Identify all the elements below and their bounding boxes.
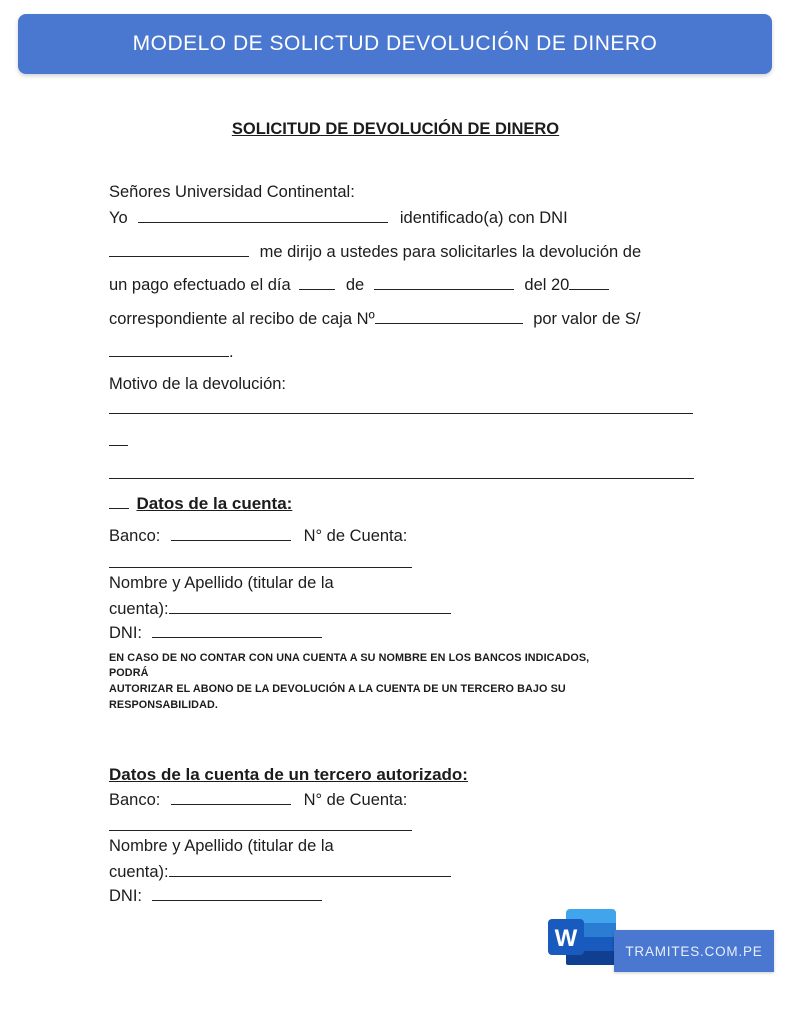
motivo-line-2: [109, 445, 128, 446]
page-banner: [18, 14, 772, 74]
document-title: SOLICITUD DE DEVOLUCIÓN DE DINERO: [231, 120, 560, 138]
cuenta-heading-row: [109, 492, 292, 514]
tercero-dni-blank: [152, 885, 322, 901]
receipt-blank: [375, 308, 523, 324]
brand-badge: [614, 930, 774, 972]
motivo-line-3: [109, 478, 694, 479]
amount-period: .: [229, 343, 234, 361]
valor-label: por valor de S/: [533, 310, 641, 328]
line-dirijo: [109, 241, 641, 262]
recibo-label: correspondiente al recibo de caja Nº: [109, 310, 375, 328]
tercero-nombre-row: [109, 861, 451, 882]
tercero-ncuenta-label: N° de Cuenta:: [303, 791, 408, 809]
salutation: Señores Universidad Continental:: [109, 183, 355, 201]
tercero-dni-label: DNI:: [109, 887, 142, 905]
name-blank: [138, 207, 388, 223]
identificado-label: identificado(a) con DNI: [399, 209, 568, 227]
motivo-label: Motivo de la devolución:: [109, 375, 287, 393]
pago-label: un pago efectuado el día: [109, 276, 291, 294]
amount-blank: [109, 341, 229, 357]
notice-line-4: RESPONSABILIDAD.: [109, 699, 218, 711]
banner-title: MODELO DE SOLICTUD DEVOLUCIÓN DE DINERO: [132, 32, 658, 55]
tercero-nombre-label-1: Nombre y Apellido (titular de la: [109, 837, 334, 855]
de-label: de: [345, 276, 365, 294]
cuenta-banco-row: [109, 525, 407, 546]
cuenta-heading-blank: [109, 492, 129, 509]
ncuenta-line: [109, 567, 412, 568]
dni-label: DNI:: [109, 624, 142, 642]
tercero-ncuenta-line: [109, 830, 412, 831]
nombre-label-2: cuenta):: [109, 600, 169, 618]
line-recibo: [109, 308, 641, 329]
day-blank: [299, 274, 335, 290]
month-blank: [374, 274, 514, 290]
tercero-nombre-label-2: cuenta):: [109, 863, 169, 881]
brand-text: TRAMITES.COM.PE: [625, 943, 763, 959]
yo-label: Yo: [109, 209, 128, 227]
dni-blank: [109, 241, 249, 257]
notice-line-2: PODRÁ: [109, 667, 149, 679]
dirijo-text: me dirijo a ustedes para solicitarles la devolución de: [259, 243, 642, 261]
tercero-banco-label: Banco:: [109, 791, 161, 809]
tercero-banco-row: [109, 789, 407, 810]
dni-input-blank: [152, 622, 322, 638]
line-yo: [109, 207, 568, 228]
year-blank: [569, 274, 609, 290]
word-logo-icon: [546, 907, 618, 967]
dni-row: [109, 622, 322, 643]
motivo-line-1: [109, 413, 693, 414]
nombre-label-1: Nombre y Apellido (titular de la: [109, 574, 334, 592]
banco-blank: [171, 525, 291, 541]
tercero-heading: Datos de la cuenta de un tercero autorizado:: [109, 765, 468, 784]
tercero-dni-row: [109, 885, 322, 906]
notice-line-1: EN CASO DE NO CONTAR CON UNA CUENTA A SU NOMBRE EN LOS BANCOS INDICADOS,: [109, 652, 590, 664]
nombre-row: [109, 598, 451, 619]
line-pago: [109, 274, 609, 295]
ncuenta-label: N° de Cuenta:: [303, 527, 408, 545]
nombre-blank: [169, 598, 451, 614]
word-logo-letter: W: [554, 925, 578, 952]
cuenta-heading: Datos de la cuenta:: [136, 494, 293, 513]
tercero-nombre-blank: [169, 861, 451, 877]
notice-line-3: AUTORIZAR EL ABONO DE LA DEVOLUCIÓN A LA CUENTA DE UN TERCERO BAJO SU: [109, 683, 566, 695]
year-label: del 20: [524, 276, 570, 294]
banco-label: Banco:: [109, 527, 161, 545]
tercero-banco-blank: [171, 789, 291, 805]
line-amount: [109, 341, 234, 362]
